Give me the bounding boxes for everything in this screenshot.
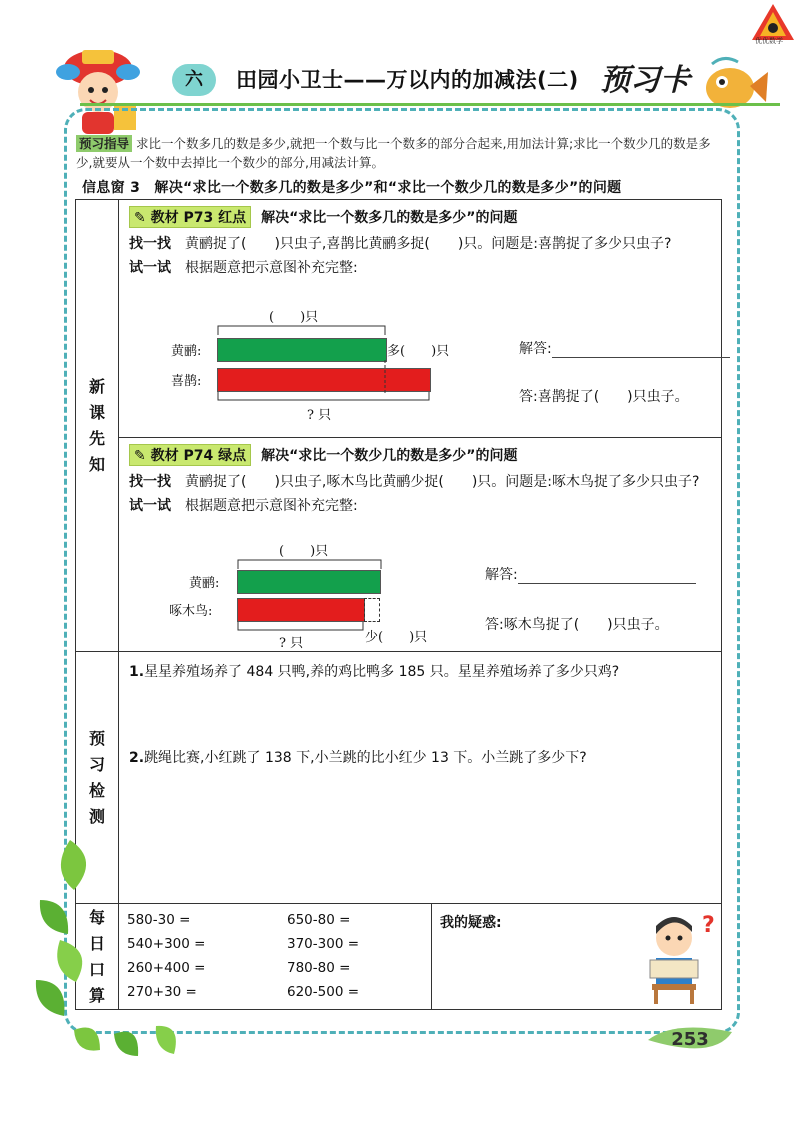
svg-text:?: ? xyxy=(702,913,715,938)
question-2 xyxy=(129,746,711,770)
part1-heading xyxy=(129,206,721,228)
doubts-box xyxy=(432,904,722,1010)
reading-boy-icon xyxy=(638,910,722,1006)
try-label: 试一试 xyxy=(129,498,171,514)
side-char: 测 xyxy=(88,806,105,826)
preview-guide xyxy=(76,134,726,172)
leaves-bottom-icon xyxy=(70,1020,230,1064)
top-brace-icon xyxy=(237,556,383,570)
huangli-bar xyxy=(217,338,387,362)
zhuomuniao-bar xyxy=(237,598,365,622)
part2-try xyxy=(129,494,711,518)
worksheet-table xyxy=(75,199,722,1010)
calc-item: 370-300 = xyxy=(287,936,360,952)
part2-tag: ✎ 教材 P74 绿点 xyxy=(129,444,251,466)
huangli-bar xyxy=(237,570,381,594)
daily-calc-exercises xyxy=(119,904,432,1010)
calc-item: 540+300 = xyxy=(127,936,206,952)
part1-conclusion: 答:喜鹊捉了( )只虫子。 xyxy=(519,389,689,405)
find-label: 找一找 xyxy=(129,236,171,252)
guide-text: 求比一个数多几的数是多少,就把一个数与比一个数多的部分合起来,用加法计算;求比一个数少几的数是多少,就要从一个数中去掉比一个数少的部分,用减法计算。 xyxy=(76,136,711,170)
side-char: 预 xyxy=(88,728,105,748)
calc-item: 780-80 = xyxy=(287,960,351,976)
answer-label: 解答: xyxy=(519,341,552,357)
part1-try xyxy=(129,256,711,280)
side-char: 算 xyxy=(88,985,105,1005)
side-char: 课 xyxy=(88,402,105,422)
xique-bar xyxy=(217,368,431,392)
header-rule xyxy=(80,103,780,106)
less-label: 少( )只 xyxy=(365,630,428,645)
part2-heading xyxy=(129,444,721,466)
part2-diagram xyxy=(119,542,719,652)
section-preview-check xyxy=(119,652,722,904)
section-part2 xyxy=(119,438,722,652)
side-char: 每 xyxy=(88,907,105,927)
try-text: 根据题意把示意图补充完整: xyxy=(185,498,358,514)
find-label: 找一找 xyxy=(129,474,171,490)
top-brace-icon xyxy=(217,322,387,336)
question-text: 星星养殖场养了 484 只鸭,养的鸡比鸭多 185 只。星星养殖场养了多少只鸡? xyxy=(144,664,620,680)
card-title: 预习卡 xyxy=(600,63,690,98)
try-label: 试一试 xyxy=(129,260,171,276)
part2-find xyxy=(129,470,711,494)
find-text: 黄鹂捉了( )只虫子,啄木鸟比黄鹂少捉( )只。问题是:啄木鸟捉了多少只虫子? xyxy=(185,474,700,490)
extra-label: 多( )只 xyxy=(387,344,450,359)
answer-line xyxy=(485,564,696,584)
side-char: 习 xyxy=(88,754,105,774)
less-gap-box xyxy=(364,598,380,622)
part1-tag: ✎ 教材 P73 红点 xyxy=(129,206,251,228)
side-label-new-lesson xyxy=(76,200,119,652)
part1-diagram xyxy=(119,308,719,438)
find-text: 黄鹂捉了( )只虫子,喜鹊比黄鹂多捉( )只。问题是:喜鹊捉了多少只虫子? xyxy=(185,236,672,252)
unit-number-badge: 六 xyxy=(172,64,216,96)
question-number: 1. xyxy=(129,664,145,680)
part1-title: 解决“求比一个数多几的数是多少”的问题 xyxy=(261,210,518,226)
bottom-brace-icon xyxy=(217,392,431,404)
part2-title: 解决“求比一个数少几的数是多少”的问题 xyxy=(261,448,518,464)
diagram-top-label: ( )只 xyxy=(279,544,329,559)
question-number: 2. xyxy=(129,750,145,766)
calc-item: 260+400 = xyxy=(127,960,206,976)
part2-conclusion: 答:啄木鸟捉了( )只虫子。 xyxy=(485,617,669,633)
row2-label: 喜鹊: xyxy=(171,374,202,389)
answer-line xyxy=(519,338,730,358)
calc-item: 620-500 = xyxy=(287,984,360,1000)
calc-item: 650-80 = xyxy=(287,912,351,928)
side-char: 先 xyxy=(88,428,105,448)
calc-column-2 xyxy=(287,908,427,1004)
side-char: 新 xyxy=(88,376,105,396)
part1-tag-text: 教材 P73 红点 xyxy=(150,210,247,226)
side-char: 口 xyxy=(88,959,105,979)
calc-item: 270+30 = xyxy=(127,984,197,1000)
info-window-title: 信息窗 3 解决“求比一个数多几的数是多少”和“求比一个数少几的数是多少”的问题 xyxy=(82,180,622,196)
question-1 xyxy=(129,660,711,684)
side-char: 检 xyxy=(88,780,105,800)
diagram-top-label: ( )只 xyxy=(269,310,319,325)
guide-tag: 预习指导 xyxy=(76,135,132,152)
calc-column-1 xyxy=(127,908,287,1004)
page-number: 253 xyxy=(671,1029,709,1050)
answer-blank[interactable] xyxy=(518,583,696,584)
unit-title: 田园小卫士——万以内的加减法(二) xyxy=(236,68,579,92)
answer-blank[interactable] xyxy=(552,357,730,358)
row2-label: 啄木鸟: xyxy=(169,604,213,619)
row1-label: 黄鹂: xyxy=(171,344,202,359)
leaves-decoration-icon xyxy=(30,830,100,1030)
side-char: 日 xyxy=(88,933,105,953)
publisher-logo-text: 优优数学 xyxy=(755,37,783,45)
doubts-label: 我的疑惑: xyxy=(440,915,502,931)
try-text: 根据题意把示意图补充完整: xyxy=(185,260,358,276)
question-text: 跳绳比赛,小红跳了 138 下,小兰跳的比小红少 13 下。小兰跳了多少下? xyxy=(144,750,587,766)
part1-find xyxy=(129,232,711,256)
row1-label: 黄鹂: xyxy=(189,576,220,591)
split-line-icon xyxy=(383,360,387,394)
calc-item: 580-30 = xyxy=(127,912,191,928)
diagram-bottom-label: ? 只 xyxy=(279,636,304,651)
part2-tag-text: 教材 P74 绿点 xyxy=(150,448,247,464)
section-part1 xyxy=(119,200,722,438)
answer-label: 解答: xyxy=(485,567,518,583)
diagram-bottom-label: ? 只 xyxy=(307,408,332,423)
side-char: 知 xyxy=(88,454,105,474)
